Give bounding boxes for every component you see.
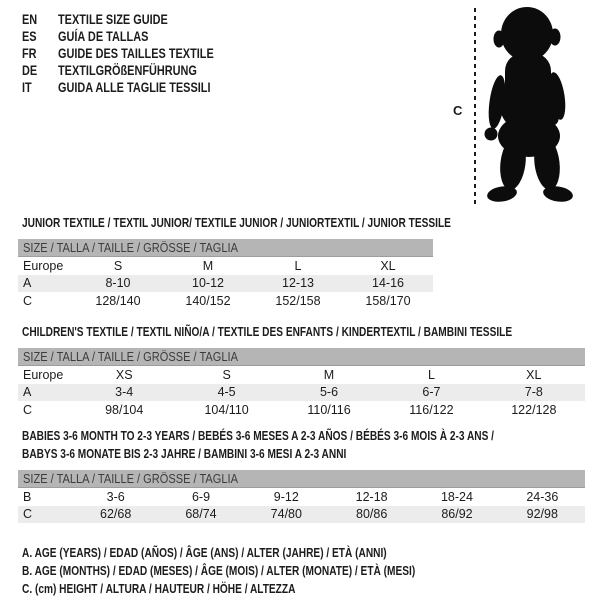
junior-size-table xyxy=(18,213,451,310)
language-row xyxy=(22,79,258,96)
row-label: C xyxy=(23,507,33,522)
language-row xyxy=(22,62,258,79)
cell: 104/110 xyxy=(204,402,249,417)
table-row-age xyxy=(18,275,433,293)
table-title-line1: BABIES 3-6 MONTH TO 2-3 YEARS / BEBÉS 3-6 MESES A 2-3 AÑOS / BÉBÉS 3-6 MOIS À 2-3 ANS / xyxy=(22,428,494,443)
table-row-europe xyxy=(18,366,585,384)
cell: XL xyxy=(380,258,396,273)
cell: 68/74 xyxy=(185,507,217,522)
row-label: A xyxy=(23,276,32,291)
language-title-list xyxy=(22,10,258,96)
cell: 74/80 xyxy=(270,507,302,522)
table-row-europe xyxy=(18,257,433,275)
language-code: IT xyxy=(22,79,32,96)
height-measure-dashed-line xyxy=(474,8,476,206)
cell: 24-36 xyxy=(526,489,559,504)
cell: 10-12 xyxy=(192,276,224,291)
cell: 3-6 xyxy=(106,489,125,504)
table-row-age-months xyxy=(18,488,585,506)
cell: XS xyxy=(115,367,133,382)
cell: S xyxy=(113,258,123,273)
cell: 80/86 xyxy=(356,507,388,522)
language-title: GUÍA DE TALLAS xyxy=(58,27,149,44)
note-age-years: A. AGE (YEARS) / EDAD (AÑOS) / ÂGE (ANS) / ALTER (JAHRE) / ETÀ (ANNI) xyxy=(22,545,387,560)
cell: 5-6 xyxy=(319,385,339,400)
babies-size-table xyxy=(18,427,585,523)
cell: 152/158 xyxy=(275,293,321,308)
cell: 62/68 xyxy=(100,507,132,522)
cell: 122/128 xyxy=(511,402,557,417)
children-size-table xyxy=(18,322,585,419)
note-height-cm: C. (cm) HEIGHT / ALTURA / HAUTEUR / HÖHE / ALTEZZA xyxy=(22,581,296,596)
cell: L xyxy=(294,258,302,273)
cell: 140/152 xyxy=(185,293,231,308)
size-header-bar: SIZE / TALLA / TAILLE / GRÖSSE / TAGLIA xyxy=(18,470,585,488)
cell: 12-13 xyxy=(282,276,314,291)
table-row-height xyxy=(18,506,585,524)
language-title: GUIDE DES TAILLES TEXTILE xyxy=(58,44,214,61)
table-title: JUNIOR TEXTILE / TEXTIL JUNIOR/ TEXTILE JUNIOR / JUNIORTEXTIL / JUNIOR TESSILE xyxy=(22,215,451,230)
language-title: TEXTILGRÖßENFÜHRUNG xyxy=(58,62,197,79)
table-row-age xyxy=(18,384,585,402)
cell: 128/140 xyxy=(95,293,141,308)
cell: S xyxy=(222,367,231,382)
table-title-line2: BABYS 3-6 MONATE BIS 2-3 JAHRE / BAMBINI 3-6 MESI A 2-3 ANNI xyxy=(22,446,347,461)
baby-silhouette-icon xyxy=(483,6,579,206)
language-code: ES xyxy=(22,27,37,44)
cell: 3-4 xyxy=(115,385,134,400)
cell: 116/122 xyxy=(409,402,454,417)
language-row xyxy=(22,44,258,61)
row-label: C xyxy=(23,293,33,308)
row-label: C xyxy=(23,402,33,417)
cell: 98/104 xyxy=(105,402,144,417)
cell: 4-5 xyxy=(217,385,236,400)
cell: 12-18 xyxy=(355,489,388,504)
row-label: A xyxy=(23,385,32,400)
row-label: B xyxy=(23,489,32,504)
legend-notes xyxy=(22,544,526,598)
row-label: Europe xyxy=(23,258,64,273)
cell: XL xyxy=(526,367,542,382)
cell: 18-24 xyxy=(440,489,473,504)
cell: 9-12 xyxy=(273,489,299,504)
cell: 92/98 xyxy=(526,507,558,522)
cell: 6-7 xyxy=(422,385,441,400)
cell: 8-10 xyxy=(105,276,131,291)
cell: M xyxy=(202,258,214,273)
language-title: TEXTILE SIZE GUIDE xyxy=(58,10,168,27)
cell: M xyxy=(323,367,335,382)
height-measure-label: C xyxy=(453,103,463,118)
cell: 14-16 xyxy=(372,276,404,291)
language-code: FR xyxy=(22,44,37,61)
language-row xyxy=(22,10,258,27)
size-header-bar: SIZE / TALLA / TAILLE / GRÖSSE / TAGLIA xyxy=(18,239,433,257)
language-row xyxy=(22,27,258,44)
cell: L xyxy=(427,367,435,382)
cell: 7-8 xyxy=(524,385,543,400)
cell: 158/170 xyxy=(365,293,411,308)
cell: 86/92 xyxy=(441,507,473,522)
language-code: EN xyxy=(22,10,38,27)
table-row-height xyxy=(18,401,585,419)
table-title: CHILDREN'S TEXTILE / TEXTIL NIÑO/A / TEXTILE DES ENFANTS / KINDERTEXTIL / BAMBINI TESSILE xyxy=(22,324,513,339)
note-age-months: B. AGE (MONTHS) / EDAD (MESES) / ÂGE (MOIS) / ALTER (MONATE) / ETÀ (MESI) xyxy=(22,563,416,578)
language-title: GUIDA ALLE TAGLIE TESSILI xyxy=(58,79,211,96)
table-row-height xyxy=(18,292,433,310)
size-header-bar: SIZE / TALLA / TAILLE / GRÖSSE / TAGLIA xyxy=(18,348,585,366)
cell: 110/116 xyxy=(307,402,351,417)
cell: 6-9 xyxy=(191,489,211,504)
language-code: DE xyxy=(22,62,38,79)
row-label: Europe xyxy=(23,367,64,382)
